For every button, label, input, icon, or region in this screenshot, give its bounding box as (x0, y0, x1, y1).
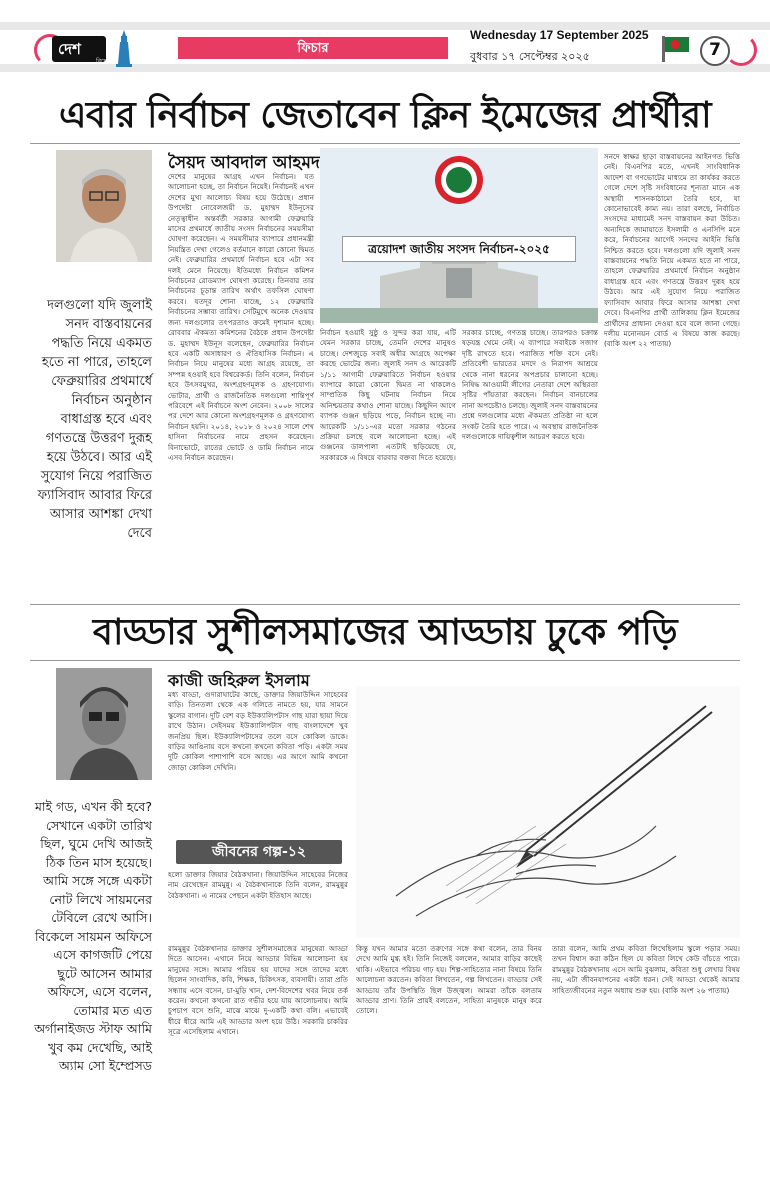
article2-column-2: হলো ডাক্তার জিয়ার বৈঠকখানা। জিয়াউদ্দিন সাহেবের নিজের নাম রেখেছেন রামমুন্নু। এ বৈঠকখানাকে তিনি বলেন, রামমুন্নুর বৈঠকখানা। এ নামের পেছনে একটা ইতিহাস আছে। (168, 870, 348, 900)
article2-column-1: মধ্য বাড্ডা, গুদারাঘাটের কাছে, ডাক্তার জিয়াউদ্দিন সাহেবের বাড়ি। তিনতলা থেকে এক গলিতে নামতে হয়, যার সামনে স্কুলের বাগান। দুটি বেশ বড় ইউক্যালিপটাস গাছ যারা ছায়া দিয়ে রাখে উঠান। সেইসময় ইউক্যালিপটাস গাছ বাংলাদেশে খুব জনপ্রিয় ছিল। ইউক্যালিপটাসের তলে বসে কোকিল ডাকে। বাড়ির আঙিনায় বসে কখনো কখনো কবিতা পড়ি। একটা সময় দুটি কোকিল পাশাপাশি বসে আছে। এর আগে আমি কখনো জোড়া কোকিল দেখিনি। (168, 690, 348, 772)
photo-caption: ত্রয়োদশ জাতীয় সংসদ নির্বাচন-২০২৫ (368, 242, 550, 256)
author-name: সৈয়দ আবদাল আহমদ (168, 153, 320, 173)
author-photo (56, 668, 152, 780)
article1-column-3: সরকার চাচ্ছে, গণতন্ত্র চাচ্ছে। তারপরও চক্রান্ত ষড়যন্ত্র থেমে নেই। এ ব্যাপারে সবাইকে সজাগ দৃষ্টি রাখতে হবে। পরাজিত শক্তি বসে নেই। প্রতিবেশী ভারতের মদদে ও নিরাপদ আশ্রয়ে থেকে নানা ধরনের অপপ্রচার চালানো হচ্ছে। নিষিদ্ধ আওয়ামী লীগের নেতারা দেশে অস্থিরতা সৃষ্টির পাঁয়তারা করছেন। নির্বাচন বানচালের নানা অপচেষ্টাও চলছে। জুলাই সনদ বাস্তবায়নের প্রশ্নে দলগুলোর মধ্যে ঐকমত্য প্রতিষ্ঠা না হলে সংকট তৈরি হতে পারে। এ অবস্থায় রাজনৈতিক দলগুলোকে দায়িত্বশীল আচরণ করতে হবে। (462, 328, 598, 442)
author-photo (56, 150, 152, 262)
section-name: ফিচার (297, 40, 329, 55)
article1-headline[interactable]: এবার নির্বাচন জেতাবেন ক্লিন ইমেজের প্রার্থীরা (58, 94, 712, 136)
date-english: Wednesday 17 September 2025 (470, 28, 649, 42)
series-label: জীবনের গল্প-১২ (211, 844, 307, 860)
article2-headline[interactable]: বাড্ডার সুশীলসমাজের আড্ডায় ঢুকে পড়ি (92, 611, 678, 653)
pull-quote: দলগুলো যদি জুলাই সনদ বাস্তবায়নের পদ্ধতি নিয়ে একমত হতে না পারে, তাহলে ফেব্রুয়ারির প্রথমার্ধে নির্বাচন অনুষ্ঠান বাধাগ্রস্ত হবে এবং গণতন্ত্রে উত্তরণ দুরূহ হয়ে উঠবে। আর এই সুযোগ নিয়ে পরাজিত ফ্যাসিবাদ আবার ফিরে আসার আশঙ্কা দেখা দেবে (37, 298, 152, 541)
masthead (0, 0, 770, 92)
author-name: কাজী জহিরুল ইসলাম (168, 671, 310, 690)
divider (30, 660, 740, 661)
pull-quote: মাই গড, এখন কী হবে? সেখানে একটা তারিখ ছিল, ঘুমে দেখি আজই ঠিক তিন মাস হয়েছে। আমি সঙ্গে সঙ্গে একটা নোট লিখে সায়মনের টেবিলে রেখে আসি। বিকেলে সায়মন অফিসে এসে কাগজটি পেয়ে ছুটে আসেন আমার অফিসে, এসে বলেন, তোমার মত এত অর্গানাইজড স্টাফ আমি খুব কম দেখেছি, আই অ্যাম সো ইম্প্রেসড (34, 799, 152, 1073)
divider (30, 143, 740, 144)
logo-text: দেশ (58, 40, 81, 58)
bangladesh-flag-icon (660, 34, 690, 62)
article-separator (30, 604, 740, 605)
hand-writing-sketch (356, 686, 740, 938)
article1-column-1: দেশের মানুষের আগ্রহ এখন নির্বাচন। যত আলোচনা হচ্ছে, তা নির্বাচন নিয়েই। নির্বাচনই এখন দেশের মুখ্য আলোচ্য বিষয় হয়ে উঠেছে। প্রধান উপদেষ্টা নোবেলজয়ী ড. মুহাম্মদ ইউনূসের নেতৃত্বাধীন অন্তর্বর্তী সরকার আগামী ফেব্রুয়ারি মাসের প্রথমার্ধে জাতীয় সংসদ নির্বাচনের সময়সীমা ঘোষণা করেছেন। এ সময়সীমার ব্যাপারে প্রধানমন্ত্রী নিয়ন্ত্রিত দেখা গেলেও বর্তমানে কারো কোনো দ্বিমত নেই। ফেব্রুয়ারির প্রথমার্ধে নির্বাচন হবে এটা সব দলই মেনে নিয়েছে। ইতিমধ্যে নির্বাচন কমিশন নির্বাচনের রোডম্যাপ ঘোষণা করেছে। তিনবার তার নির্বাচনের চূড়ান্ত তারিখ অর্থাৎ তফসিল ঘোষণা করবে। যতদূর শোনা যাচ্ছে, ১২ ফেব্রুয়ারি নির্বাচনের সম্ভাব্য তারিখ। সেটিমুখে অনেক দেওয়ার জন্য দলগুলোর তৎপরতাও ক্রমেই দৃশ্যমান হচ্ছে। রোববার ঐকমত্য কমিশনের বৈঠকে প্রধান উপদেষ্টা ড. মুহাম্মদ ইউনূস বলেছেন, ফেব্রুয়ারির নির্বাচন হবে একটি অসাধারণ ও ঐতিহাসিক নির্বাচন। এ নির্বাচন নিয়ে মানুষের মধ্যে আগ্রহ রয়েছে, তা সম্পন্ন হওয়াই হবে বিশ্বরেকর্ড। তিনি বলেন, নির্বাচন হবে উৎসবমুখর, অংশগ্রহণমূলক ও গ্রহণযোগ্য। ভোটার, প্রার্থী ও রাজনৈতিক দলগুলো শান্তিপূর্ণ পরিবেশে এই নির্বাচনে অংশ নেবেন। ২০০৮ সালের পর দেশে আর কোনো অংশগ্রহণমূলক ও গ্রহণযোগ্য নির্বাচন হয়নি। ২০১৪, ২০১৮ ও ২০২৪ সালে শেখ হাসিনা নির্বাচনের নামে প্রহসন করেছেন। বিনাভোটে, রাতের ভোটে ও ডামি নির্বাচন নামে এসব নির্বাচন করেছেন। (168, 172, 314, 462)
article1-column-2: নির্বাচন হওয়াই সুষ্ঠু ও সুন্দর করা যায়, এটি যেমন সরকার চাচ্ছে, তেমনি দেশের মানুষও চাচ্ছে। দেশজুড়ে সবাই অধীর আগ্রহে অপেক্ষা করছে ভোটের জন্য। জুলাই সনদ ও আরেকটি ১/১১ আগামী ফেব্রুয়ারিতে নির্বাচন হওয়ার ব্যাপারে কারো কোনো দ্বিমত না থাকলেও সাম্প্রতিক কিছু ঘটনায় নির্বাচন নিয়ে অনিশ্চয়তার কথাও শোনা যাচ্ছে। কিছুদিন আগে ব্যাপক গুঞ্জন ছড়িয়ে পড়ে, নির্বাচন হচ্ছে না। আরেকটি ১/১১-এর মতো সরকার গঠনের প্রক্রিয়া চলছে বলে আলোচনা হচ্ছে। এই গুঞ্জনের ডালপালা এতটাই ছড়িয়েছে যে, সরকারকে এ বিষয়ে বারবার বক্তব্য দিতে হয়েছে। (320, 328, 456, 462)
date-bengali: বুধবার ১৭ সেপ্টেম্বর ২০২৫ (470, 50, 590, 63)
article2-column-3: রামমুন্নুর বৈঠকখানার ডাক্তার সুশীলসমাজের মানুষেরা আড্ডা দিতে আসেন। এখানে নিয়ে আড্ডার বিভিন্ন আলোচনা হয় মানুষের সঙ্গে। আমার পরিচয় হয় যাদের সঙ্গে তাদের মধ্যে ছিলেন সাংবাদিক, কবি, শিক্ষক, চিকিৎসক, ব্যবসায়ী। তারা প্রতি সন্ধ্যায় এসে বসেন, চা-মুড়ি খান, দেশ-বিদেশের খবর নিয়ে তর্ক করেন। কখনো কখনো রাত গভীর হয়ে যায় আলোচনায়। আমি চুপচাপ বসে শুনি, মাঝে মাঝে দু-একটি কথা বলি। এভাবেই ধীরে ধীরে আমি এই আড্ডার অংশ হয়ে উঠি। সরকারি চাকরির সূত্রে এসেছিলাম এখানে। (168, 944, 348, 1037)
statue-of-liberty-icon (110, 28, 138, 68)
article2-column-4: কিন্তু যখন আমার মতো তরুণের সঙ্গে কথা বলেন, তার বিনয় দেখে আমি মুগ্ধ হই। তিনি নিজেই বললেন, আমার বাড়ির কাছেই থাকি। এইভাবে পরিচয় গাঢ় হয়। শিল্প-সাহিত্যের নানা বিষয়ে তিনি আলোচনা করতেন। কবিতা লিখতেন, গল্প লিখতেন। বাড্ডার সেই আড্ডায় তাঁর উপস্থিতি ছিল উজ্জ্বল। আমরা তাঁকে বলতাম আড্ডার প্রাণ। তিনি প্রায়ই বলতেন, সাহিত্য মানুষকে মানুষ করে তোলে। (356, 944, 542, 1016)
header-curve-right-icon (725, 34, 757, 66)
page-number: 7 (709, 40, 721, 60)
article2-column-5: তারা বলেন, আমি প্রথম কবিতা লিখেছিলাম স্কুলে পড়ার সময়। তখন বিশ্বাস করা কঠিন ছিল যে কবিতা লিখে কেউ বাঁচতে পারে। রামমুন্নুর বৈঠকখানায় এসে আমি বুঝলাম, কবিতা শুধু লেখার বিষয় নয়, এটা জীবনযাপনের একটা ধরন। সেই আড্ডা থেকেই আমার সাহিত্যজীবনের নতুন অধ্যায় শুরু হয়। (বাকি অংশ ২৬ পাতায়) (552, 944, 740, 995)
article1-column-4: সনদে স্বাক্ষর ছাড়া বাস্তবায়নের আইনগত ভিত্তি নেই। বিএনপির মতে, এখনই সাংবিধানিক আদেশ বা গণভোটের মাধ্যমে তা কার্যকর করতে গেলে দেশে সৃষ্টি সংবিধানের শূন্যতা মানে এক অস্থায়ী শাসনকাঠামো তৈরি হবে, যা কোনোভাবেই কাম্য নয়। তারা বলছে, নির্বাচিত সংসদের মাধ্যমেই সনদ বাস্তবায়ন করা উচিত। অন্যদিকে জামায়াতে ইসলামী ও এনসিপি মনে করে, নির্বাচনের আগেই সনদের আইনি ভিত্তি নিশ্চিত করতে হবে। দলগুলো যদি জুলাই সনদ বাস্তবায়নের পদ্ধতি নিয়ে একমত হতে না পারে, তাহলে ফেব্রুয়ারির প্রথমার্ধে নির্বাচন অনুষ্ঠান বাধাগ্রস্ত হবে এবং গণতন্ত্রে উত্তরণ দুরূহ হয়ে উঠবে। আর এই সুযোগ নিয়ে পরাজিত ফ্যাসিবাদ আবার ফিরে আসার আশঙ্কা দেখা দেবে। বিএনপির প্রার্থী তালিকায় ক্লিন ইমেজের প্রার্থীদের প্রাধান্য দেওয়া হবে বলে জানা গেছে। দলীয় মনোনয়ন বোর্ড এ বিষয়ে কাজ করছে। (বাকি অংশ ২২ পাতায়) (604, 152, 740, 349)
logo-subtext: বিদেশ (96, 58, 111, 65)
